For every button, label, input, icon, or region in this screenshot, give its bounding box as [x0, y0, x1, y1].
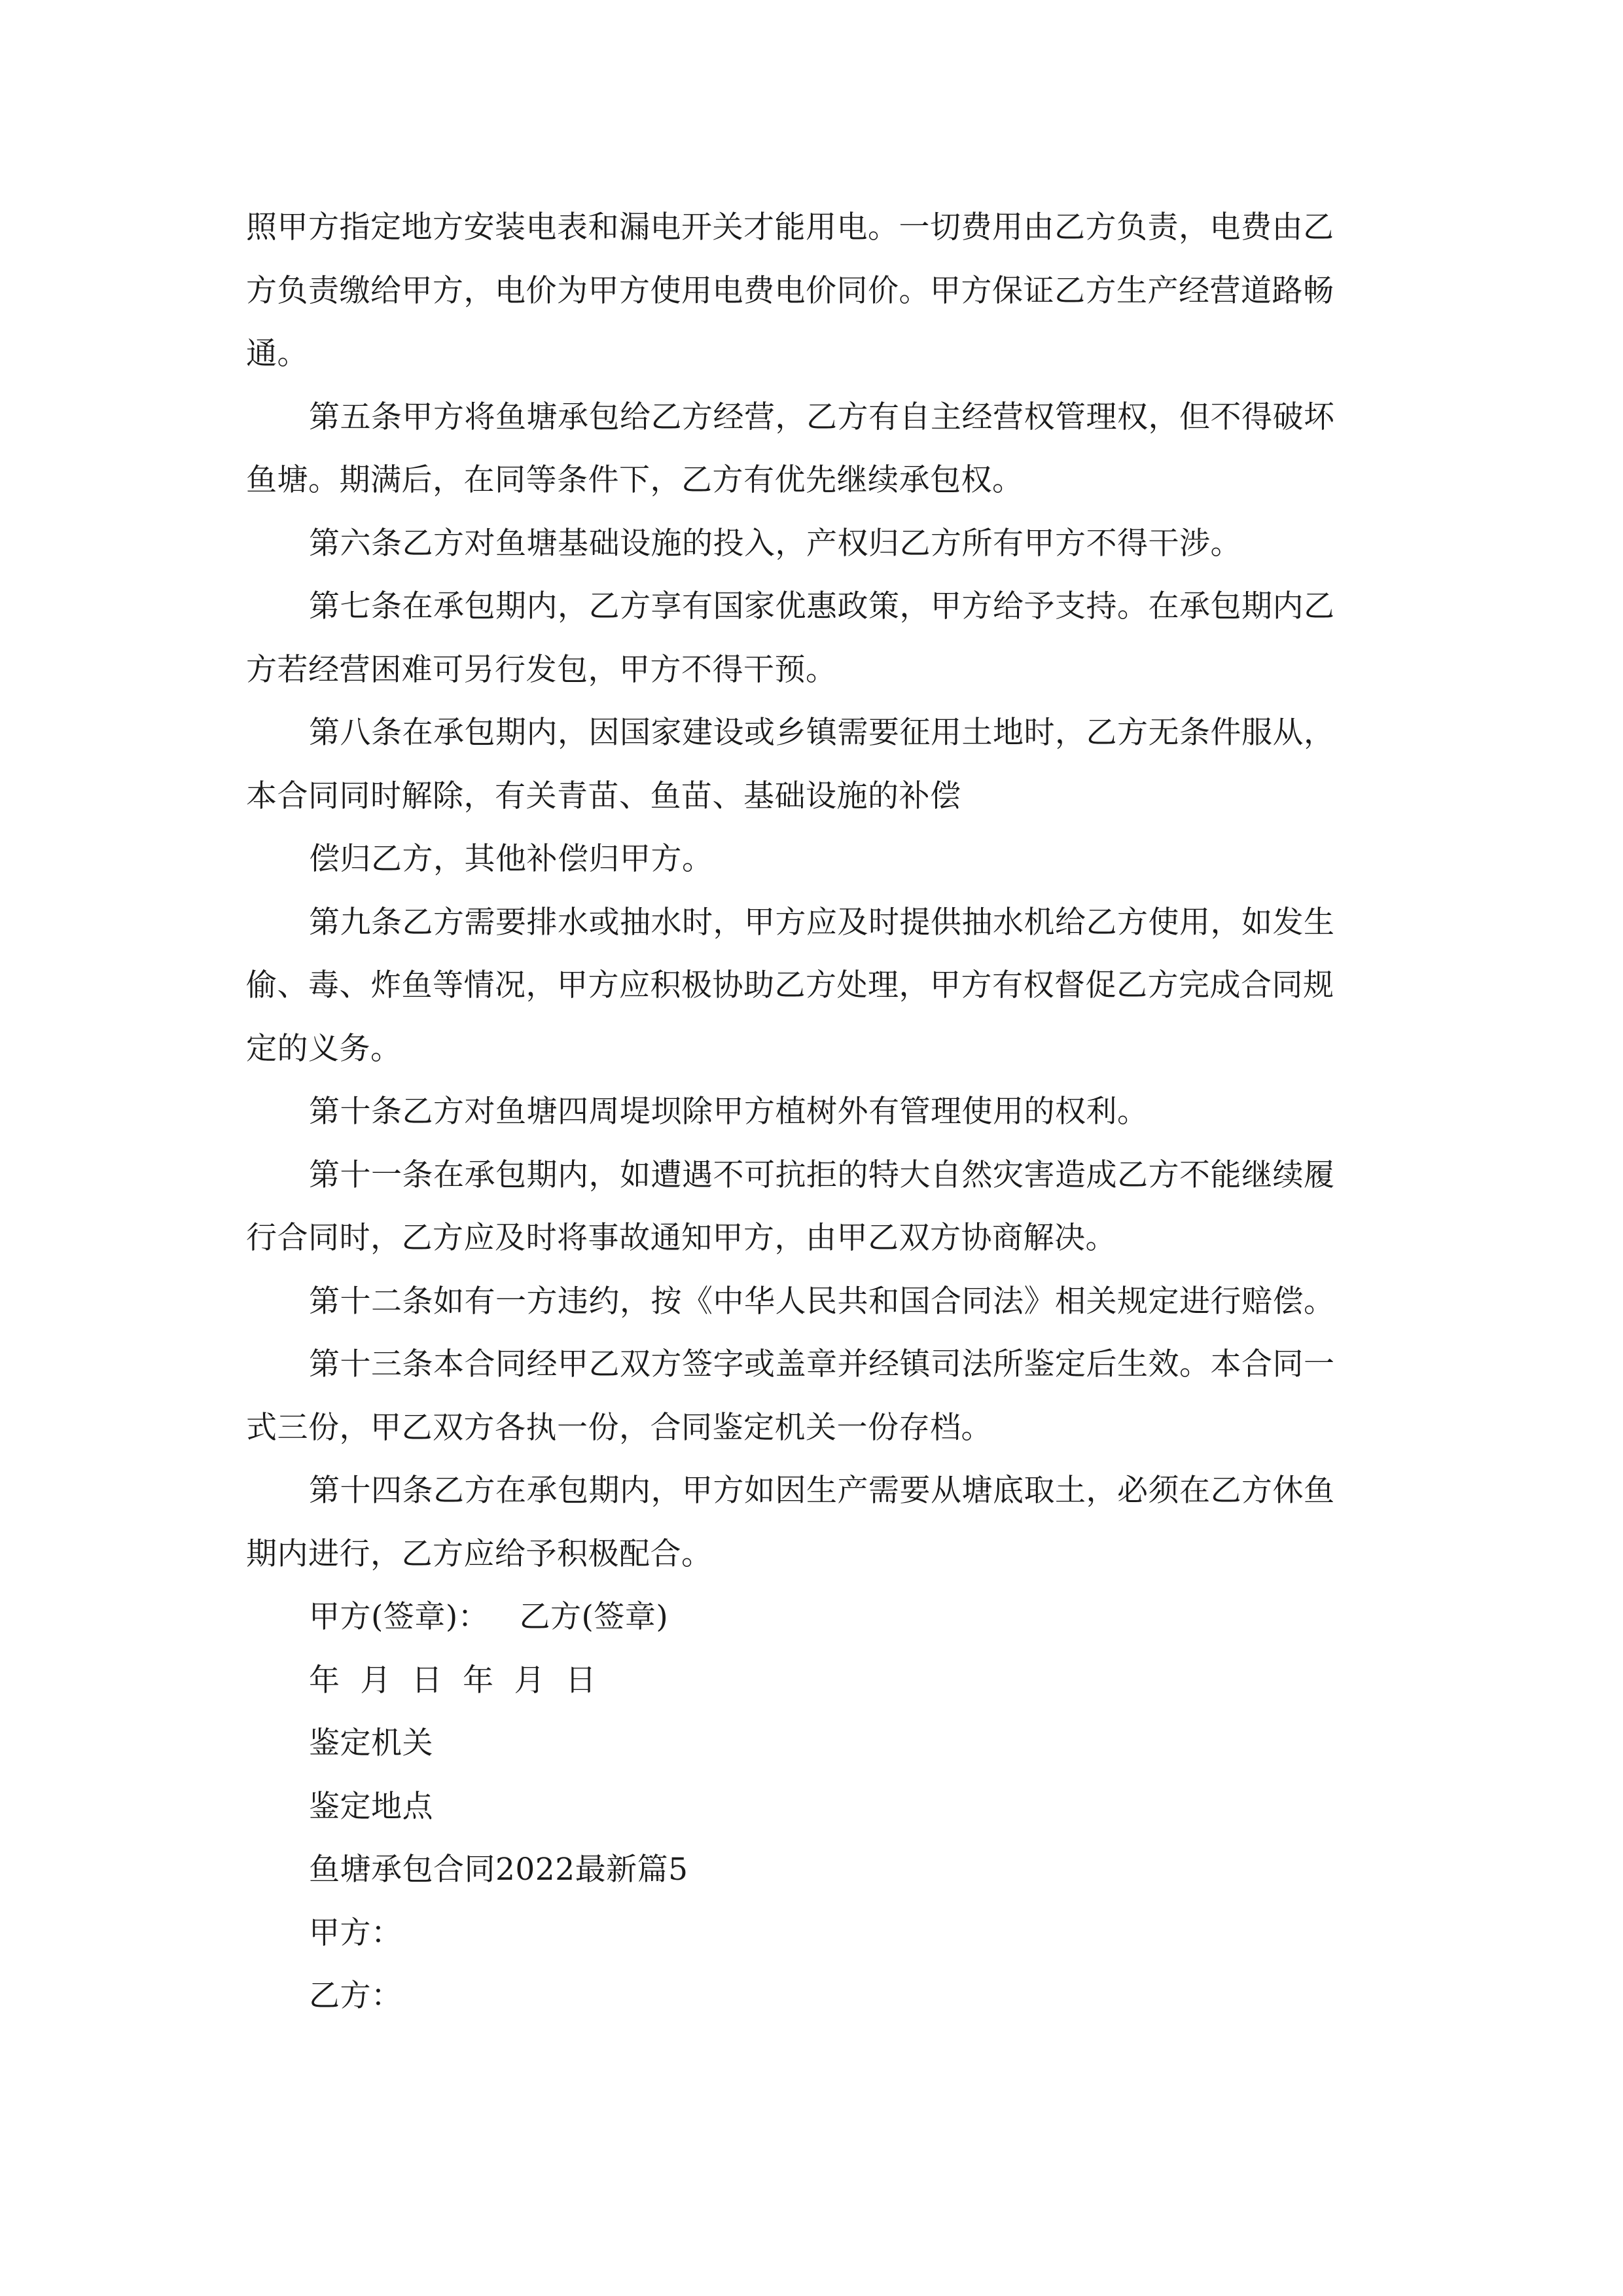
party-a-sign-label: 甲方(签章)：	[309, 1599, 490, 1635]
text-line: 第九条乙方需要排水或抽水时，甲方应及时提供抽水机给乙方使用，如发生	[309, 904, 1335, 941]
party-a-label: 甲方：	[309, 1914, 402, 1951]
party-b-label: 乙方：	[309, 1978, 402, 2014]
paragraph-article-8-cont	[246, 828, 1385, 891]
text-line: 行合同时，乙方应及时将事故通知甲方，由甲乙双方协商解决。	[246, 1220, 1116, 1256]
paragraph-article-14	[246, 1460, 1385, 1586]
paragraph-article-12	[246, 1270, 1385, 1334]
text-line: 第八条在承包期内，因国家建设或乡镇需要征用土地时，乙方无条件服从，	[309, 715, 1335, 751]
text-line: 第七条在承包期内，乙方享有国家优惠政策，甲方给予支持。在承包期内乙	[309, 588, 1335, 624]
appraisal-org-label: 鉴定机关	[309, 1725, 433, 1761]
date-line: 年 月 日 年 月 日	[309, 1662, 597, 1698]
paragraph-article-6	[246, 512, 1385, 576]
text-line: 偷、毒、炸鱼等情况，甲方应积极协助乙方处理，甲方有权督促乙方完成合同规	[246, 967, 1334, 1003]
appraisal-place-label: 鉴定地点	[309, 1788, 433, 1825]
text-line: 第五条甲方将鱼塘承包给乙方经营，乙方有自主经营权管理权，但不得破坏	[309, 399, 1335, 435]
text-line: 鱼塘。期满后，在同等条件下，乙方有优先继续承包权。	[246, 462, 1024, 498]
text-line: 本合同同时解除，有关青苗、鱼苗、基础设施的补偿	[246, 778, 961, 814]
text-line: 照甲方指定地方安装电表和漏电开关才能用电。一切费用由乙方负责，电费由乙	[246, 209, 1334, 245]
text-line: 方负责缴给甲方，电价为甲方使用电费电价同价。甲方保证乙方生产经营道路畅	[246, 272, 1334, 309]
text-line: 通。	[246, 336, 308, 372]
text-line: 方若经营困难可另行发包，甲方不得干预。	[246, 651, 837, 688]
paragraph-article-11	[246, 1144, 1385, 1270]
text-line: 偿归乙方，其他补偿归甲方。	[309, 841, 713, 877]
next-contract-title: 鱼塘承包合同2022最新篇5	[309, 1852, 688, 1888]
text-line: 第十四条乙方在承包期内，甲方如因生产需要从塘底取土，必须在乙方休鱼	[309, 1473, 1335, 1509]
paragraph-article-10	[246, 1081, 1385, 1144]
paragraph-article-5	[246, 386, 1385, 512]
text-line: 定的义务。	[246, 1030, 402, 1067]
paragraph-article-7	[246, 575, 1385, 702]
paragraph-article-9	[246, 891, 1385, 1081]
signature-line	[246, 1586, 1385, 1649]
text-line: 第六条乙方对鱼塘基础设施的投入，产权归乙方所有甲方不得干涉。	[309, 525, 1241, 562]
paragraph-article-8	[246, 702, 1385, 828]
paragraph-article-13	[246, 1333, 1385, 1460]
text-line: 第十一条在承包期内，如遭遇不可抗拒的特大自然灾害造成乙方不能继续履	[309, 1157, 1335, 1193]
text-line: 期内进行，乙方应给予积极配合。	[246, 1535, 713, 1572]
contract-body	[246, 196, 1385, 2028]
text-line: 式三份，甲乙双方各执一份，合同鉴定机关一份存档。	[246, 1409, 992, 1446]
party-b-sign-label: 乙方(签章)	[519, 1599, 669, 1635]
paragraph-electricity	[246, 196, 1385, 386]
text-line: 第十二条如有一方违约，按《中华人民共和国合同法》相关规定进行赔偿。	[309, 1283, 1335, 1319]
text-line: 第十三条本合同经甲乙双方签字或盖章并经镇司法所鉴定后生效。本合同一	[309, 1346, 1335, 1382]
text-line: 第十条乙方对鱼塘四周堤坝除甲方植树外有管理使用的权利。	[309, 1094, 1149, 1130]
